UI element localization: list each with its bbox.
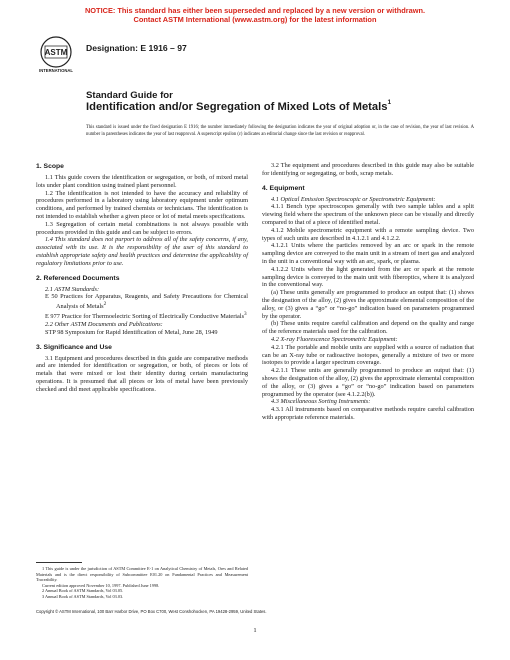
paragraph-4-2 <box>262 336 474 344</box>
astm-logo <box>36 34 76 74</box>
title-prefix: Standard Guide for <box>86 90 173 101</box>
footnotes <box>36 566 248 600</box>
paragraph-4-1-2-1: 4.1.2.1 Units where the particles removed by an arc or spark in the remote sampling device are conveyed to the main unit in a stream of inert gas and analyzed in the unit in a conventional way with an arc, spark, or plasma. <box>262 242 474 265</box>
section-heading-equipment: 4. Equipment <box>262 184 305 192</box>
footnote-ref-2: 2 <box>103 301 107 308</box>
safety-statement: 1.4 This standard does not purport to address all of the safety concerns, if any, associated with its use. It is the responsibility of the user of this standard to establish appropriate safety and health practices and determine the applicability of regulatory limitations prior to use. <box>36 236 248 267</box>
footnote-2: 2 Annual Book of ASTM Standards, Vol 03.05. <box>42 588 124 594</box>
paragraph-4-3-1: 4.3.1 All instruments based on comparative methods require careful calibration with appropriate reference materials. <box>262 406 474 421</box>
paragraph-b: (b) These units require careful calibration and depend on the quality and range of the reference materials used for the calibration. <box>262 320 474 336</box>
page-number: 1 <box>253 627 257 634</box>
other-documents-label: 2.2 Other ASTM Documents and Publications: <box>45 320 163 328</box>
svg-text:ASTM: ASTM <box>44 48 68 57</box>
footnote-ref-3: 3 <box>244 311 247 318</box>
reference-e50-text: E 50 Practices for Apparatus, Reagents, and Safety Precautions for Chemical Analysis of Metals <box>45 293 248 311</box>
title-footnote-ref: 1 <box>387 99 392 106</box>
paragraph-2-1 <box>36 286 248 294</box>
withdrawal-notice-line2: Contact ASTM International (www.astm.org) for the latest information <box>133 15 377 24</box>
xray-fluorescence-label: 4.2 X-ray Fluorescence Spectrometric Equipment: <box>271 335 398 343</box>
paragraph-2-2 <box>36 321 248 329</box>
section-heading-significance: 3. Significance and Use <box>36 343 112 351</box>
paragraph-a: (a) These units generally are programmed to produce an output that: (1) shows the designation of the alloy, (2) gives the approximate elemental composition of the alloy, or (3) gives a “go” or “no-go” indication based on parameters programmed by the operator. <box>262 289 474 320</box>
paragraph-4-3 <box>262 398 474 406</box>
left-column <box>36 162 248 394</box>
paragraph-1-4 <box>36 236 248 267</box>
reference-e50 <box>36 293 248 311</box>
page-title <box>86 101 391 113</box>
paragraph-4-1-1: 4.1.1 Bench type spectroscopes generally with two sample tables and a split viewing field where the spectrum of the unknown piece can be visually and directly compared to that of a piece of identified metal. <box>262 203 474 226</box>
section-heading-referenced-documents: 2. Referenced Documents <box>36 274 120 282</box>
optical-emission-label: 4.1 Optical Emission Spectroscopic or Spectrometric Equipment: <box>271 195 436 203</box>
paragraph-4-1-2-2: 4.1.2.2 Units where the light generated from the arc or spark at the remote sampling device is conveyed to the main unit with fiberoptics, where it is analyzed in the conventional way. <box>262 265 474 289</box>
footnote-1-edition: Current edition approved November 10, 1997. Published June 1998. <box>42 582 160 588</box>
footnote-3: 3 Annual Book of ASTM Standards, Vol 03.03. <box>42 593 124 599</box>
reference-stp98: STP 98 Symposium for Rapid Identification of Metal, June 28, 1949 <box>45 328 218 336</box>
designation: Designation: E 1916 – 97 <box>86 43 187 53</box>
title-text: Identification and/or Segregation of Mixed Lots of Metals <box>86 101 388 113</box>
reference-e977 <box>36 311 248 321</box>
paragraph-3-2: 3.2 The equipment and procedures described in this guide may also be suitable for identifying or segregating, or both, scrap metals. <box>262 162 474 177</box>
right-column <box>262 162 474 422</box>
standard-issue-note: This standard is issued under the fixed designation E 1916; the number immediately following the designation indicates the year of original adoption or, in the case of revision, the year of last revision. A number in parentheses indicates the year of last reapproval. A superscript epsilon (ε) indicates an editorial change since the last revision or reapproval. <box>86 125 474 137</box>
paragraph-4-2-1: 4.2.1 The portable and mobile units are supplied with a source of radiation that can be an X-ray tube or radioactive isotopes, generally a mixture of two or more isotopes to provide a larger spectrum coverage. <box>262 343 474 367</box>
astm-standards-label: 2.1 ASTM Standards: <box>45 285 100 293</box>
paragraph-1-1: 1.1 This guide covers the identification or segregation, or both, of mixed metal lots under plant condition using trained plant personnel. <box>36 174 248 189</box>
misc-sorting-label: 4.3 Miscellaneous Sorting Instruments: <box>271 398 371 406</box>
footnote-1: 1 This guide is under the jurisdiction of ASTM Committee E-1 on Analytical Chemistry of Metals, Ores and Related Materials and is the direct responsibility of Subcommittee E01.20 on Fundamental Practices and Measurement Traceability. <box>36 566 248 583</box>
paragraph-4-2-1-1: 4.2.1.1 These units are generally programmed to produce an output that: (1) shows the designation of the alloy, (2) gives the approximate elemental composition of the alloy, or (3) gives a “go” or “no-go” indication based on parameters programmed by the operator (see 4.1.2.2(b)). <box>262 367 474 398</box>
paragraph-4-1-2: 4.1.2 Mobile spectrometric equipment with a remote sampling device. Two types of such units are described in 4.1.2.1 and 4.1.2.2. <box>262 226 474 242</box>
withdrawal-notice-line1: NOTICE: This standard has either been superseded and replaced by a new version or withdrawn. <box>84 6 426 15</box>
paragraph-3-1: 3.1 Equipment and procedures described in this guide are comparative methods and are intended for identification or segregation, or both, of pieces or lots of metals that were mixed or lost their identity during certain manufacturing operations. It is presumed that all pieces or lots of metal have been previously checked and did meet applicable specifications. <box>36 354 248 393</box>
section-heading-scope: 1. Scope <box>36 163 64 170</box>
logo-caption: INTERNATIONAL <box>39 68 73 73</box>
paragraph-4-1 <box>262 196 474 204</box>
footnote-divider <box>36 562 82 563</box>
reference-e977-text: E 977 Practice for Thermoelectric Sorting of Electrically Conductive Materials <box>45 313 245 321</box>
copyright-line: Copyright © ASTM International, 100 Barr Harbor Drive, PO Box C700, West Conshohocken, PA 19428-2959, United States. <box>36 609 267 614</box>
paragraph-1-3: 1.3 Segregation of certain metal combinations is not always possible with procedures provided in this guide and can be subject to errors. <box>36 220 248 236</box>
paragraph-1-2: 1.2 The identification is not intended to have the accuracy and reliability of procedures performed in a laboratory using laboratory equipment under optimum conditions, and performed by trained chemists or technicians. The identification is not intended to establish whether a given piece or lot of metal meets specifications. <box>36 189 248 220</box>
